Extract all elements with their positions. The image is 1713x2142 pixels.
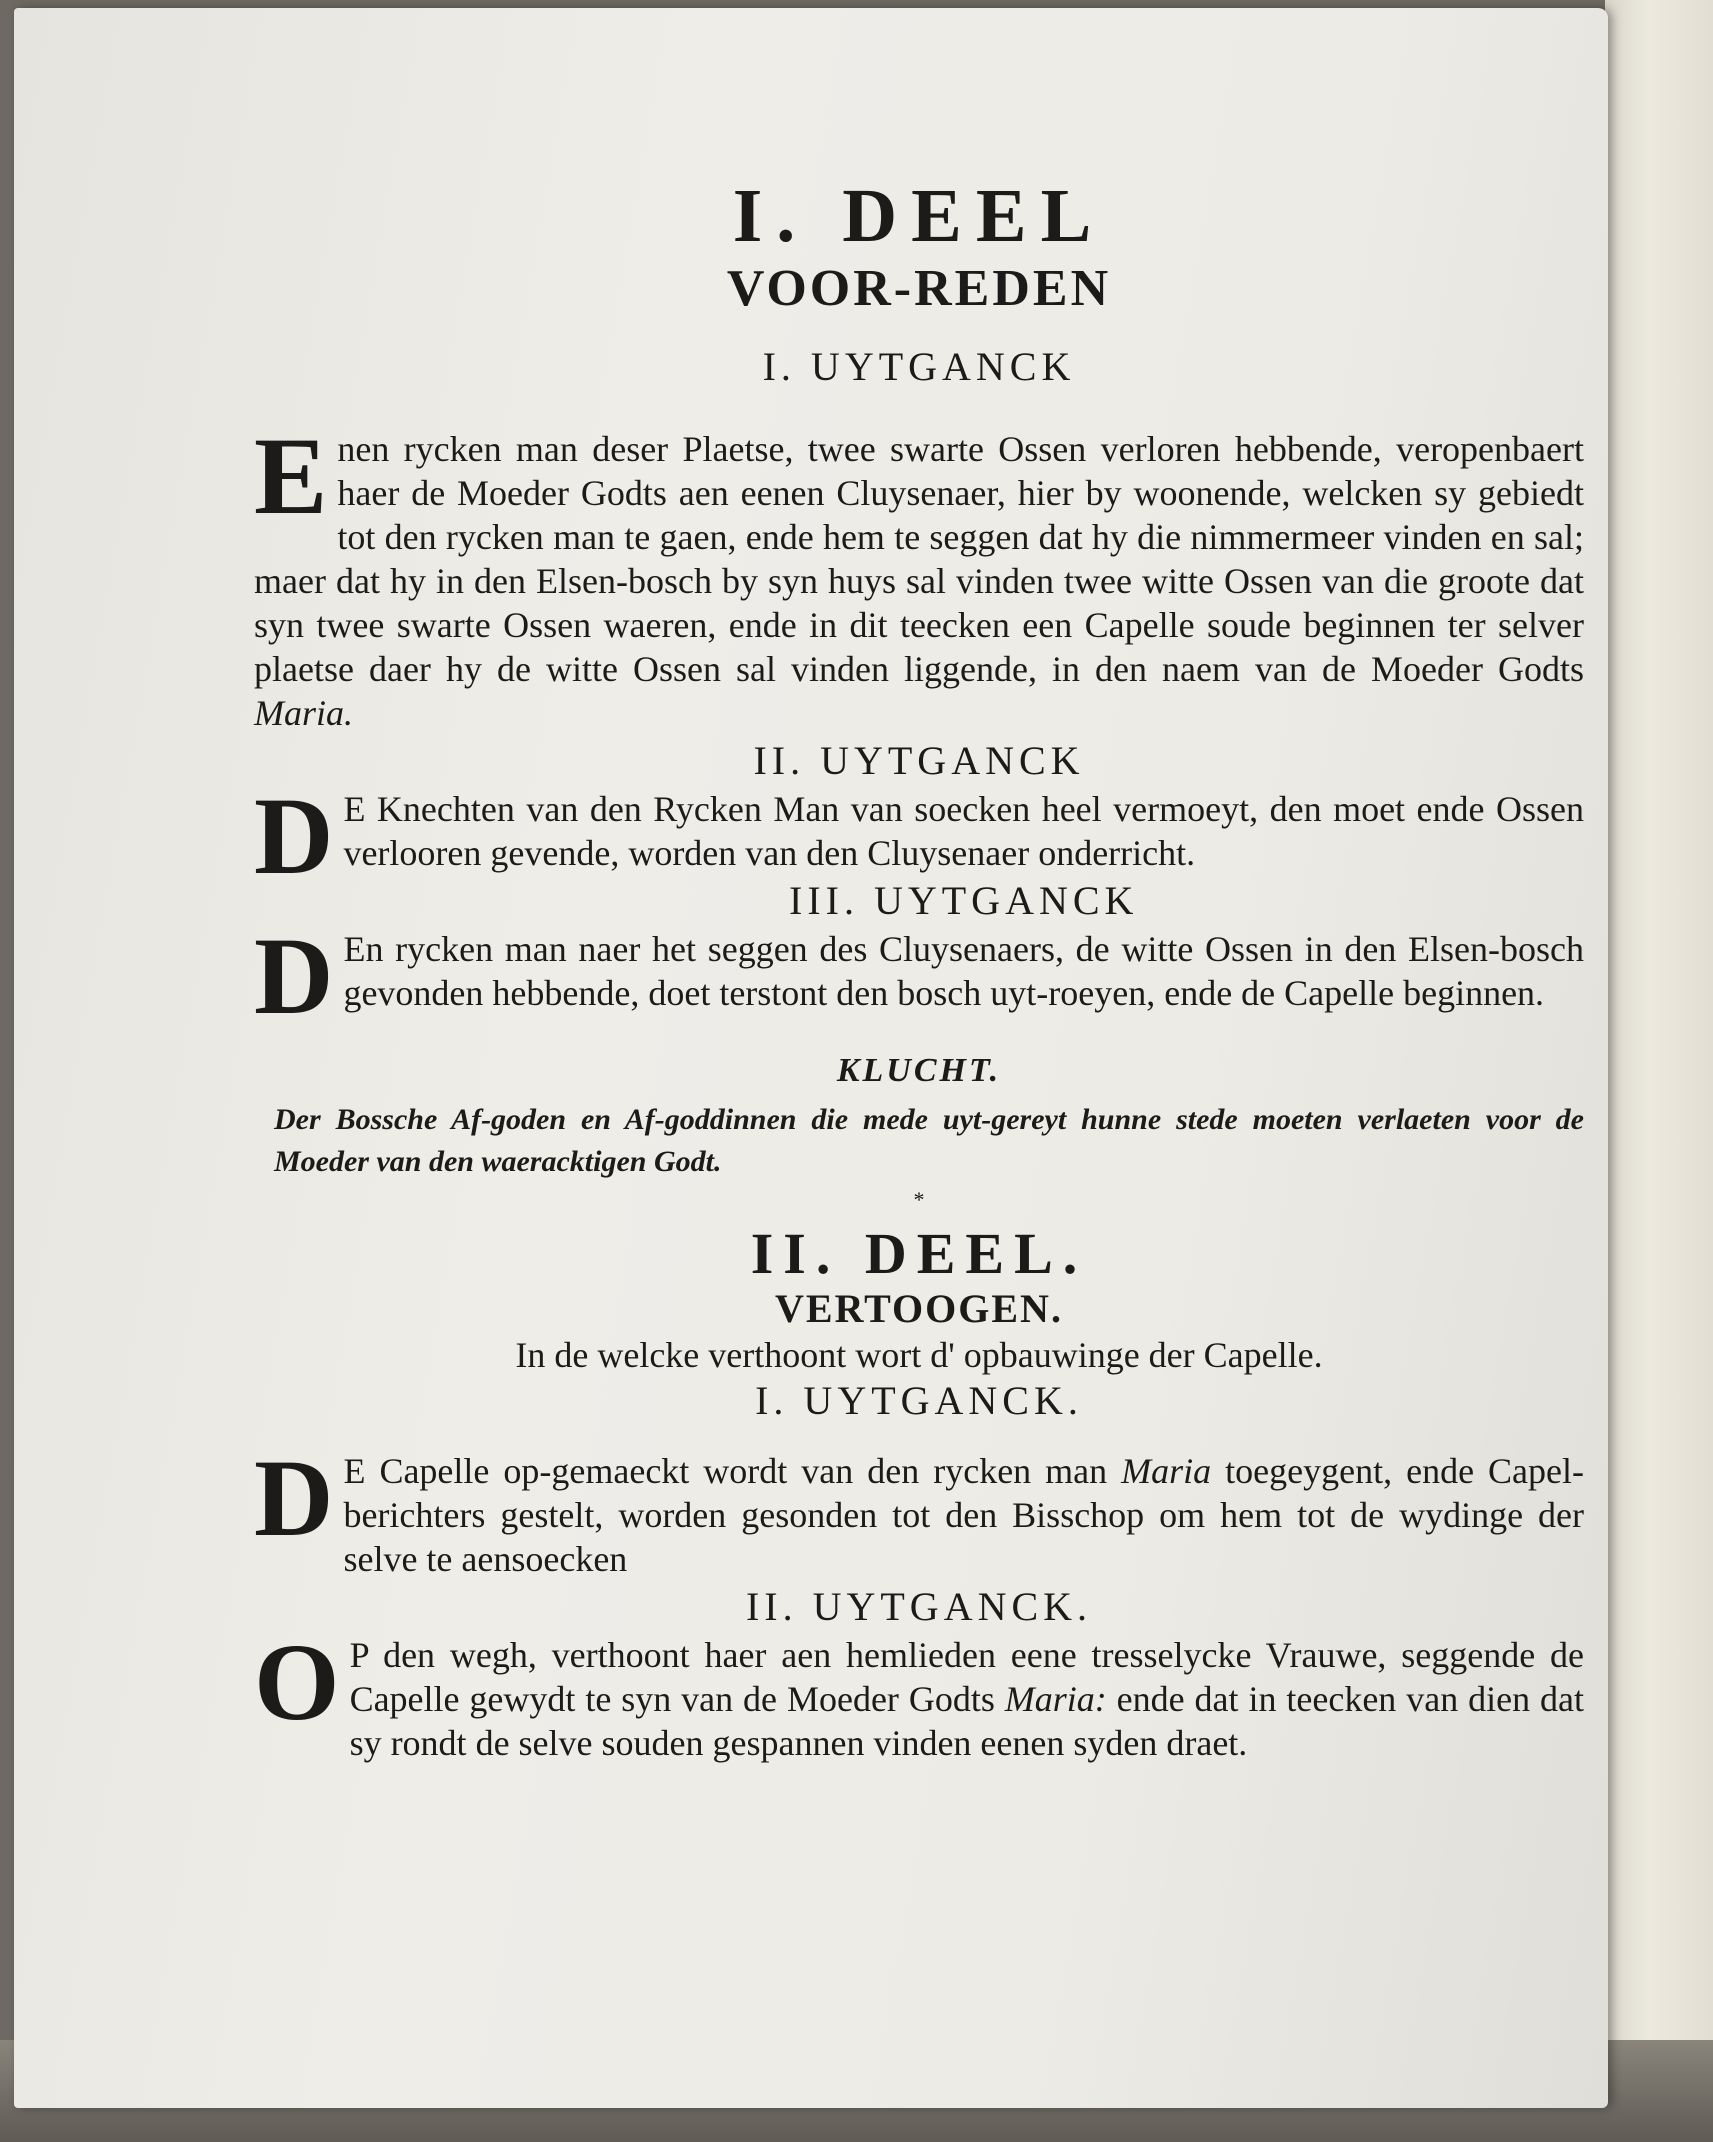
part1-section3-heading: III. UYTGANCK bbox=[789, 877, 1139, 923]
klucht-text: Der Bossche Af-goden en Af-goddinnen die mede uyt-gereyt hunne stede moeten verlaeten voor de Moeder van den waeracktigen Godt. bbox=[274, 1103, 1584, 1179]
book-page bbox=[14, 8, 1608, 2108]
paragraph-text-after: toegeygent, ende Capel-berichters gestelt, worden gesonden tot den Bisschop om hem tot de wydinge der selve te aensoecken bbox=[343, 1451, 1585, 1580]
klucht-heading: KLUCHT. bbox=[836, 1051, 1002, 1089]
dropcap: O bbox=[254, 1621, 340, 1744]
dropcap: D bbox=[254, 914, 334, 1037]
part2-subtitle: VERTOOGEN. bbox=[775, 1286, 1063, 1332]
part1-header bbox=[254, 174, 1584, 317]
part1-section1-heading: I. UYTGANCK bbox=[762, 343, 1076, 389]
paragraph-text-after: ende dat in teecken van dien dat sy rondt de selve souden gespannen vinden eenen syden draet. bbox=[349, 1679, 1584, 1764]
adjacent-book-page bbox=[1605, 0, 1713, 2142]
part2-intro: In de welcke verthoont wort d' opbauwinge der Capelle. bbox=[515, 1335, 1323, 1376]
paragraph-italic: Maria. bbox=[254, 692, 353, 733]
page-content bbox=[254, 174, 1585, 1765]
part1-section1-paragraph bbox=[254, 414, 1584, 735]
part2-section2-paragraph bbox=[254, 1621, 1584, 1765]
part1-subtitle: VOOR-REDEN bbox=[726, 260, 1112, 317]
paragraph-text: En rycken man naer het seggen des Cluysenaers, de witte Ossen in den Elsen-bosch gevonden hebbende, doet terstont den bosch uyt-roeyen, ende de Capelle beginnen. bbox=[343, 928, 1584, 1013]
paragraph-italic: Maria bbox=[1121, 1451, 1212, 1492]
part1-section2-heading: II. UYTGANCK bbox=[753, 737, 1085, 783]
part2-header bbox=[254, 1221, 1584, 1377]
part1-section3-paragraph bbox=[254, 914, 1584, 1037]
paragraph-text: nen rycken man deser Plaetse, twee swarte Ossen verloren hebbende, veropenbaert haer de Moeder Godts aen eenen Cluysenaer, hier by woonende, welcken sy gebiedt tot den rycken man te gaen, ende hem te seggen dat hy die nimmermeer vinden en sal; maer dat hy in den Elsen-bosch by syn huys sal vinden twee witte Ossen van die groote dat syn twee swarte Ossen waeren, ende in dit teecken een Capelle soude beginnen ter selver plaetse daer hy de witte Ossen sal vinden liggende, in den naem van de Moeder Godts bbox=[254, 428, 1584, 689]
part2-section1-heading: I. UYTGANCK. bbox=[755, 1378, 1083, 1424]
part2-title: II. DEEL. bbox=[750, 1221, 1088, 1287]
dropcap: E bbox=[254, 414, 328, 537]
dropcap: D bbox=[254, 774, 334, 897]
paragraph-italic: Maria: bbox=[1004, 1679, 1107, 1720]
dropcap: D bbox=[254, 1437, 334, 1560]
paragraph-text: E Capelle op-gemaeckt wordt van den rycken man bbox=[343, 1451, 1122, 1492]
part2-section1-paragraph bbox=[254, 1437, 1585, 1581]
paragraph-text: E Knechten van den Rycken Man van soecken heel vermoeyt, den moet ende Ossen verlooren gevende, worden van den Cluysenaer onderricht. bbox=[343, 788, 1584, 873]
part2-section2-heading: II. UYTGANCK. bbox=[745, 1584, 1093, 1630]
part1-section2-paragraph bbox=[254, 774, 1584, 897]
paragraph-text: P den wegh, verthoont haer aen hemlieden eene tresselycke Vrauwe, seggende de Capelle gewydt te syn van de Moeder Godts bbox=[349, 1635, 1584, 1720]
ornament-star: * bbox=[913, 1187, 925, 1213]
part1-title: I. DEEL bbox=[732, 174, 1106, 258]
